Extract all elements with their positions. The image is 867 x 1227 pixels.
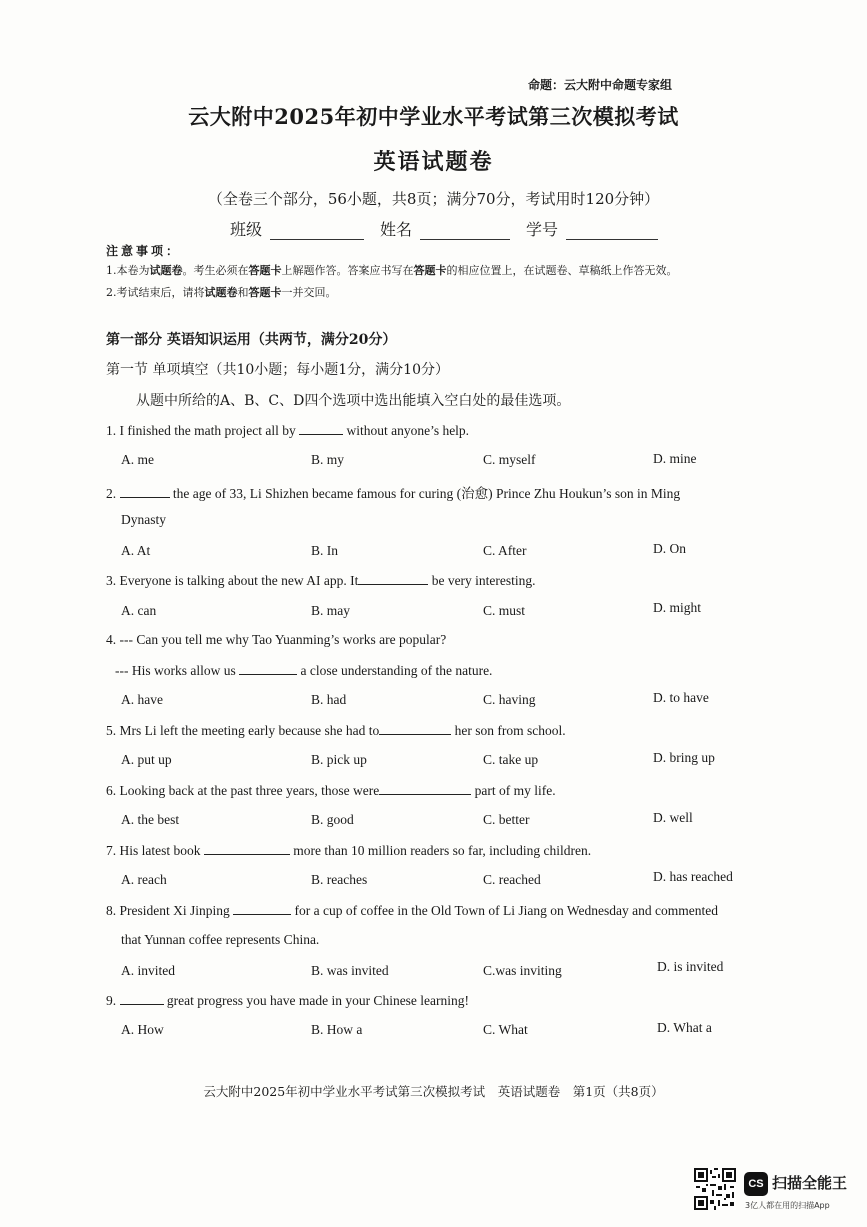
option-d[interactable]: D. is invited (657, 959, 724, 974)
question-8-line-2: that Yunnan coffee represents China. (121, 932, 320, 947)
qr-code-icon (694, 1168, 736, 1210)
option-a[interactable]: A. have (121, 692, 163, 707)
question-text: great progress you have made in your Chinese learning! (163, 993, 470, 1008)
exam-title: 云大附中2025年初中学业水平考试第三次模拟考试 (188, 104, 679, 129)
notice-item-2 (106, 284, 337, 300)
option-c[interactable]: C. take up (483, 752, 539, 767)
option-b[interactable]: B. In (311, 543, 338, 558)
question-text: her son from school. (451, 723, 566, 738)
option-c[interactable]: C. After (483, 543, 527, 558)
id-blank[interactable] (566, 223, 658, 240)
option-c[interactable]: C. reached (483, 872, 541, 887)
name-label: 姓名 (380, 220, 413, 239)
notice-text: 和 (237, 286, 249, 299)
option-b[interactable]: B. may (311, 603, 350, 618)
option-a[interactable]: A. put up (121, 752, 172, 767)
camscanner-name: 扫描全能王 (772, 1174, 848, 1192)
option-d[interactable]: D. has reached (653, 869, 733, 884)
option-d[interactable]: D. On (653, 541, 686, 556)
option-a[interactable]: A. can (121, 603, 157, 618)
option-c[interactable]: C. having (483, 692, 536, 707)
question-6 (106, 782, 556, 799)
option-a[interactable]: A. How (121, 1022, 164, 1037)
question-8 (106, 902, 718, 919)
student-info-row (230, 217, 674, 240)
option-a[interactable]: A. invited (121, 963, 175, 978)
question-text: for a cup of coffee in the Old Town of Li Jiang on Wednesday and commented (291, 903, 718, 918)
option-c[interactable]: C. better (483, 812, 530, 827)
id-field (526, 217, 658, 240)
class-blank[interactable] (270, 223, 364, 240)
question-text: 2. (106, 486, 120, 501)
option-b[interactable]: B. my (311, 452, 345, 467)
question-text: a close understanding of the nature. (297, 663, 493, 678)
question-5 (106, 722, 566, 739)
option-d[interactable]: D. might (653, 600, 702, 615)
question-9 (106, 992, 469, 1009)
option-a[interactable]: A. the best (121, 812, 180, 827)
answer-blank[interactable] (299, 422, 343, 435)
notice-bold: 试题卷 (149, 264, 183, 277)
option-c[interactable]: C. must (483, 603, 526, 618)
question-2 (106, 482, 680, 502)
answer-blank[interactable] (233, 902, 291, 915)
question-1 (106, 422, 469, 439)
section-one-title: 第一节 单项填空（共10小题；每小题1分，满分10分） (106, 362, 449, 378)
camscanner-tagline: 3亿人都在用的扫描App (745, 1201, 830, 1210)
question-2-line-2: Dynasty (121, 512, 166, 527)
notice-text: 上解题作答。答案应书写在 (281, 264, 414, 277)
option-b[interactable]: B. good (311, 812, 354, 827)
option-d[interactable]: D. mine (653, 451, 697, 466)
part-one-title: 第一部分 英语知识运用（共两节，满分20分） (106, 332, 397, 348)
question-text: 6. Looking back at the past three years, those were (106, 783, 380, 798)
notice-text: 一并交回。 (281, 286, 337, 299)
option-c[interactable]: C. What (483, 1022, 528, 1037)
class-field (230, 217, 364, 240)
option-b[interactable]: B. pick up (311, 752, 367, 767)
id-label: 学号 (526, 220, 559, 239)
option-d[interactable]: D. to have (653, 690, 709, 705)
class-label: 班级 (230, 220, 263, 239)
notice-text: 1.本卷为 (106, 264, 150, 277)
paper-info: （全卷三个部分，56小题，共8页；满分70分，考试用时120分钟） (207, 190, 660, 208)
question-text: more than 10 million readers so far, including children. (289, 843, 592, 858)
option-d[interactable]: D. What a (657, 1020, 712, 1035)
exam-subtitle: 英语试题卷 (373, 149, 494, 175)
answer-blank[interactable] (379, 782, 471, 795)
camscanner-logo-icon: CS (744, 1172, 768, 1196)
question-text: --- His works allow us (115, 663, 240, 678)
answer-blank[interactable] (204, 842, 290, 855)
option-a[interactable]: A. At (121, 543, 151, 558)
question-text: 7. His latest book (106, 843, 204, 858)
name-field (380, 217, 510, 240)
name-blank[interactable] (420, 223, 510, 240)
option-c[interactable]: C. myself (483, 452, 536, 467)
question-4: 4. --- Can you tell me why Tao Yuanming’s works are popular? (106, 632, 447, 647)
question-text: part of my life. (471, 783, 556, 798)
answer-blank[interactable] (239, 662, 297, 675)
page-footer: 云大附中2025年初中学业水平考试第三次模拟考试 英语试题卷 第1页（共8页） (203, 1084, 664, 1099)
notice-bold: 答题卡 (413, 264, 447, 277)
option-b[interactable]: B. How a (311, 1022, 363, 1037)
option-c[interactable]: C.was inviting (483, 963, 562, 978)
answer-blank[interactable] (379, 722, 451, 735)
notice-bold: 答题卡 (248, 264, 282, 277)
notice-item-1 (106, 262, 678, 278)
question-text: 5. Mrs Li left the meeting early because she had to (106, 723, 380, 738)
answer-blank[interactable] (120, 485, 170, 498)
question-4-line-2 (115, 662, 492, 679)
option-a[interactable]: A. me (121, 452, 154, 467)
author-line: 命题：云大附中命题专家组 (528, 78, 673, 92)
answer-blank[interactable] (120, 992, 164, 1005)
notice-text: 2.考试结束后，请将 (106, 286, 205, 299)
option-b[interactable]: B. reaches (311, 872, 368, 887)
option-b[interactable]: B. was invited (311, 963, 389, 978)
option-d[interactable]: D. well (653, 810, 693, 825)
section-instruction: 从题中所给的A、B、C、D四个选项中选出能填入空白处的最佳选项。 (136, 393, 571, 409)
question-text: be very interesting. (428, 573, 536, 588)
question-text: 8. President Xi Jinping (106, 903, 234, 918)
notice-text: 。考生必须在 (182, 264, 249, 277)
question-text: 3. Everyone is talking about the new AI app. It (106, 573, 359, 588)
notice-bold: 试题卷 (204, 286, 238, 299)
question-text: without anyone’s help. (343, 423, 470, 438)
question-text: 9. (106, 993, 120, 1008)
question-text: the age of 33, Li Shizhen became famous for curing (治愈) Prince Zhu Houkun’s son in Ming (169, 486, 681, 501)
notice-text: 的相应位置上，在试题卷、草稿纸上作答无效。 (446, 264, 678, 277)
notice-bold: 答题卡 (248, 286, 282, 299)
question-3 (106, 572, 536, 589)
option-d[interactable]: D. bring up (653, 750, 715, 765)
answer-blank[interactable] (358, 572, 428, 585)
option-a[interactable]: A. reach (121, 872, 167, 887)
question-7 (106, 842, 591, 859)
notice-title: 注意事项： (106, 244, 182, 258)
question-text: 1. I finished the math project all by (106, 423, 300, 438)
option-b[interactable]: B. had (311, 692, 347, 707)
